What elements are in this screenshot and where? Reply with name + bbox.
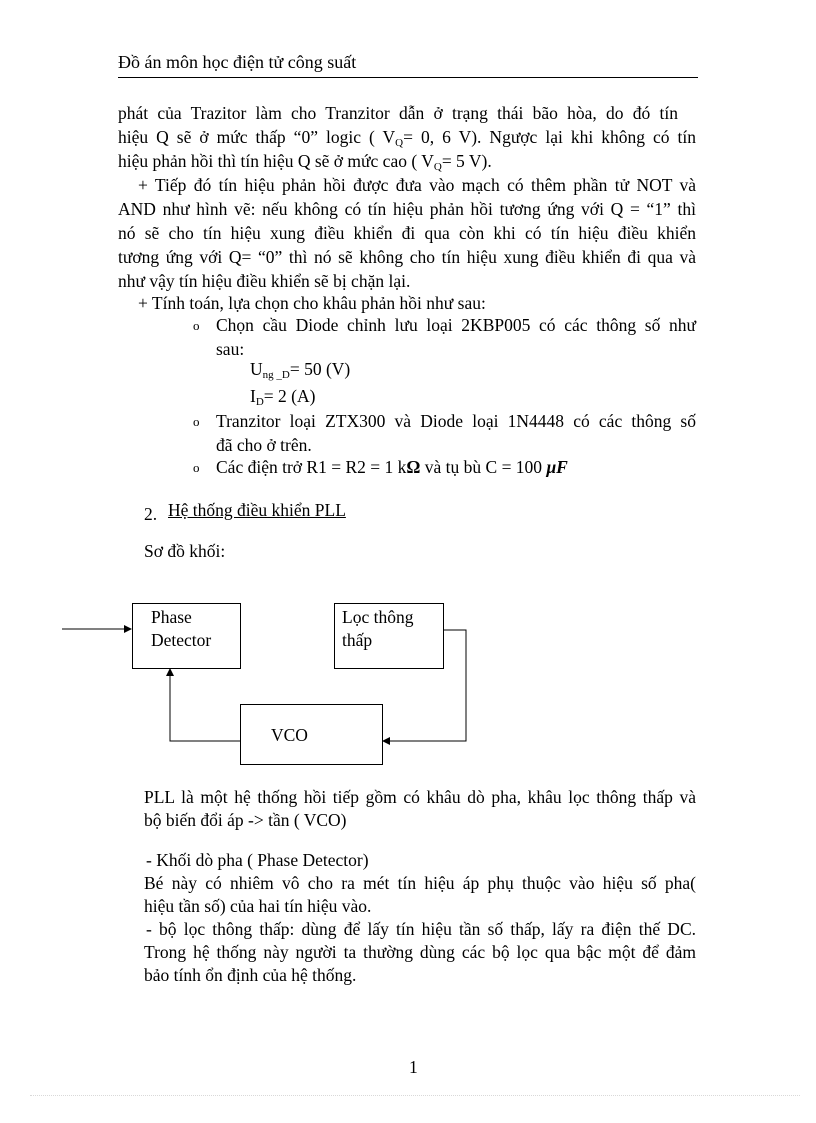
block-label: thấp (342, 630, 373, 650)
bullet-line: Chọn cầu Diode chỉnh lưu loại 2KBP005 có các thông số như (216, 315, 696, 335)
paragraph-line: như vậy tín hiệu điều khiển sẽ bị chặn lại. (118, 271, 411, 291)
bullet-marker: o (193, 460, 200, 475)
page-bottom-border (30, 1095, 800, 1096)
paragraph-line: bộ biến đổi áp -> tần ( VCO) (144, 810, 347, 830)
ohm-symbol: Ω (406, 457, 421, 477)
block-label: Detector (151, 630, 212, 650)
paragraph-line: nó sẽ cho tín hiệu xung điều khiển đi qua còn khi có tín hiệu điều khiển (118, 223, 696, 243)
page-number: 1 (409, 1057, 418, 1077)
vco-feedback-line (170, 669, 240, 741)
section-title: Hệ thống điều khiển PLL (168, 500, 346, 520)
paragraph-line: PLL là một hệ thống hồi tiếp gồm có khâu dò pha, khâu lọc thông thấp và (144, 787, 696, 807)
paragraph-line: phát của Trazitor làm cho Tranzitor dẫn ở trạng thái bão hòa, do đó tín (118, 103, 678, 123)
vco-block (240, 704, 383, 765)
paragraph-line: + Tiếp đó tín hiệu phản hồi được đưa vào mạch có thêm phần tử NOT và (138, 175, 696, 195)
formula-current: $I_D= 2$ (A) (250, 386, 316, 408)
subscript: Q (433, 161, 442, 173)
paragraph-line: Bé này có nhiêm vô cho ra mét tín hiệu áp phụ thuộc vào hiệu số pha( (144, 873, 696, 893)
subscript: Q (395, 137, 404, 149)
bullet-line: sau: (216, 339, 245, 359)
formula-voltage: $U_{ng \_D}= 50$ (V) (250, 359, 351, 381)
phase-detector-block (132, 603, 241, 669)
section-number: 2. (144, 504, 158, 524)
bullet-line: Các điện trở R1 = R2 = 1 kΩ và tụ bù C = 100 μF (216, 457, 568, 477)
lowpass-filter-block (334, 603, 444, 669)
block-label: Phase (151, 607, 192, 627)
subscript: D (255, 396, 264, 408)
diagram-caption: Sơ đồ khối: (144, 541, 226, 561)
paragraph-line: - bộ lọc thông thấp: dùng để lấy tín hiệu tần số thấp, lấy ra điện thế DC. (146, 919, 696, 939)
bullet-line: đã cho ở trên. (216, 435, 312, 455)
subscript: ng _D (262, 369, 290, 381)
running-header: Đồ án môn học điện tử công suất (118, 52, 357, 72)
paragraph-line: hiệu phản hồi thì tín hiệu Q sẽ ở mức cao ( $V_Q= 5$ V). (118, 151, 492, 173)
paragraph-line: tương ứng với Q= “0” thì nó sẽ không cho tín hiệu xung điều khiển đi qua và (118, 247, 696, 267)
microfarad-unit: μF (546, 457, 568, 477)
block-label: Lọc thông (342, 607, 414, 627)
paragraph-line: - Khối dò pha ( Phase Detector) (146, 850, 369, 870)
block-label: VCO (271, 725, 308, 745)
paragraph-line: AND như hình vẽ: nếu không có tín hiệu phản hồi tương ứng với Q = “1” thì (118, 199, 696, 219)
paragraph-line: Trong hệ thống này người ta thường dùng các bộ lọc qua bậc một để đảm (144, 942, 696, 962)
bullet-marker: o (193, 414, 200, 429)
paragraph-line: hiệu tần số) của hai tín hiệu vào. (144, 896, 372, 916)
bullet-marker: o (193, 318, 200, 333)
header-rule (118, 77, 698, 78)
bullet-line: Tranzitor loại ZTX300 và Diode loại 1N4448 có các thông số (216, 411, 696, 431)
paragraph-line: hiệu Q sẽ ở mức thấp “0” logic ( $V_Q= 0$, 6 V). Ngược lại khi không có tín (118, 127, 696, 149)
paragraph-line: bảo tính ổn định của hệ thống. (144, 965, 357, 985)
paragraph-line: + Tính toán, lựa chọn cho khâu phản hồi như sau: (138, 293, 486, 313)
